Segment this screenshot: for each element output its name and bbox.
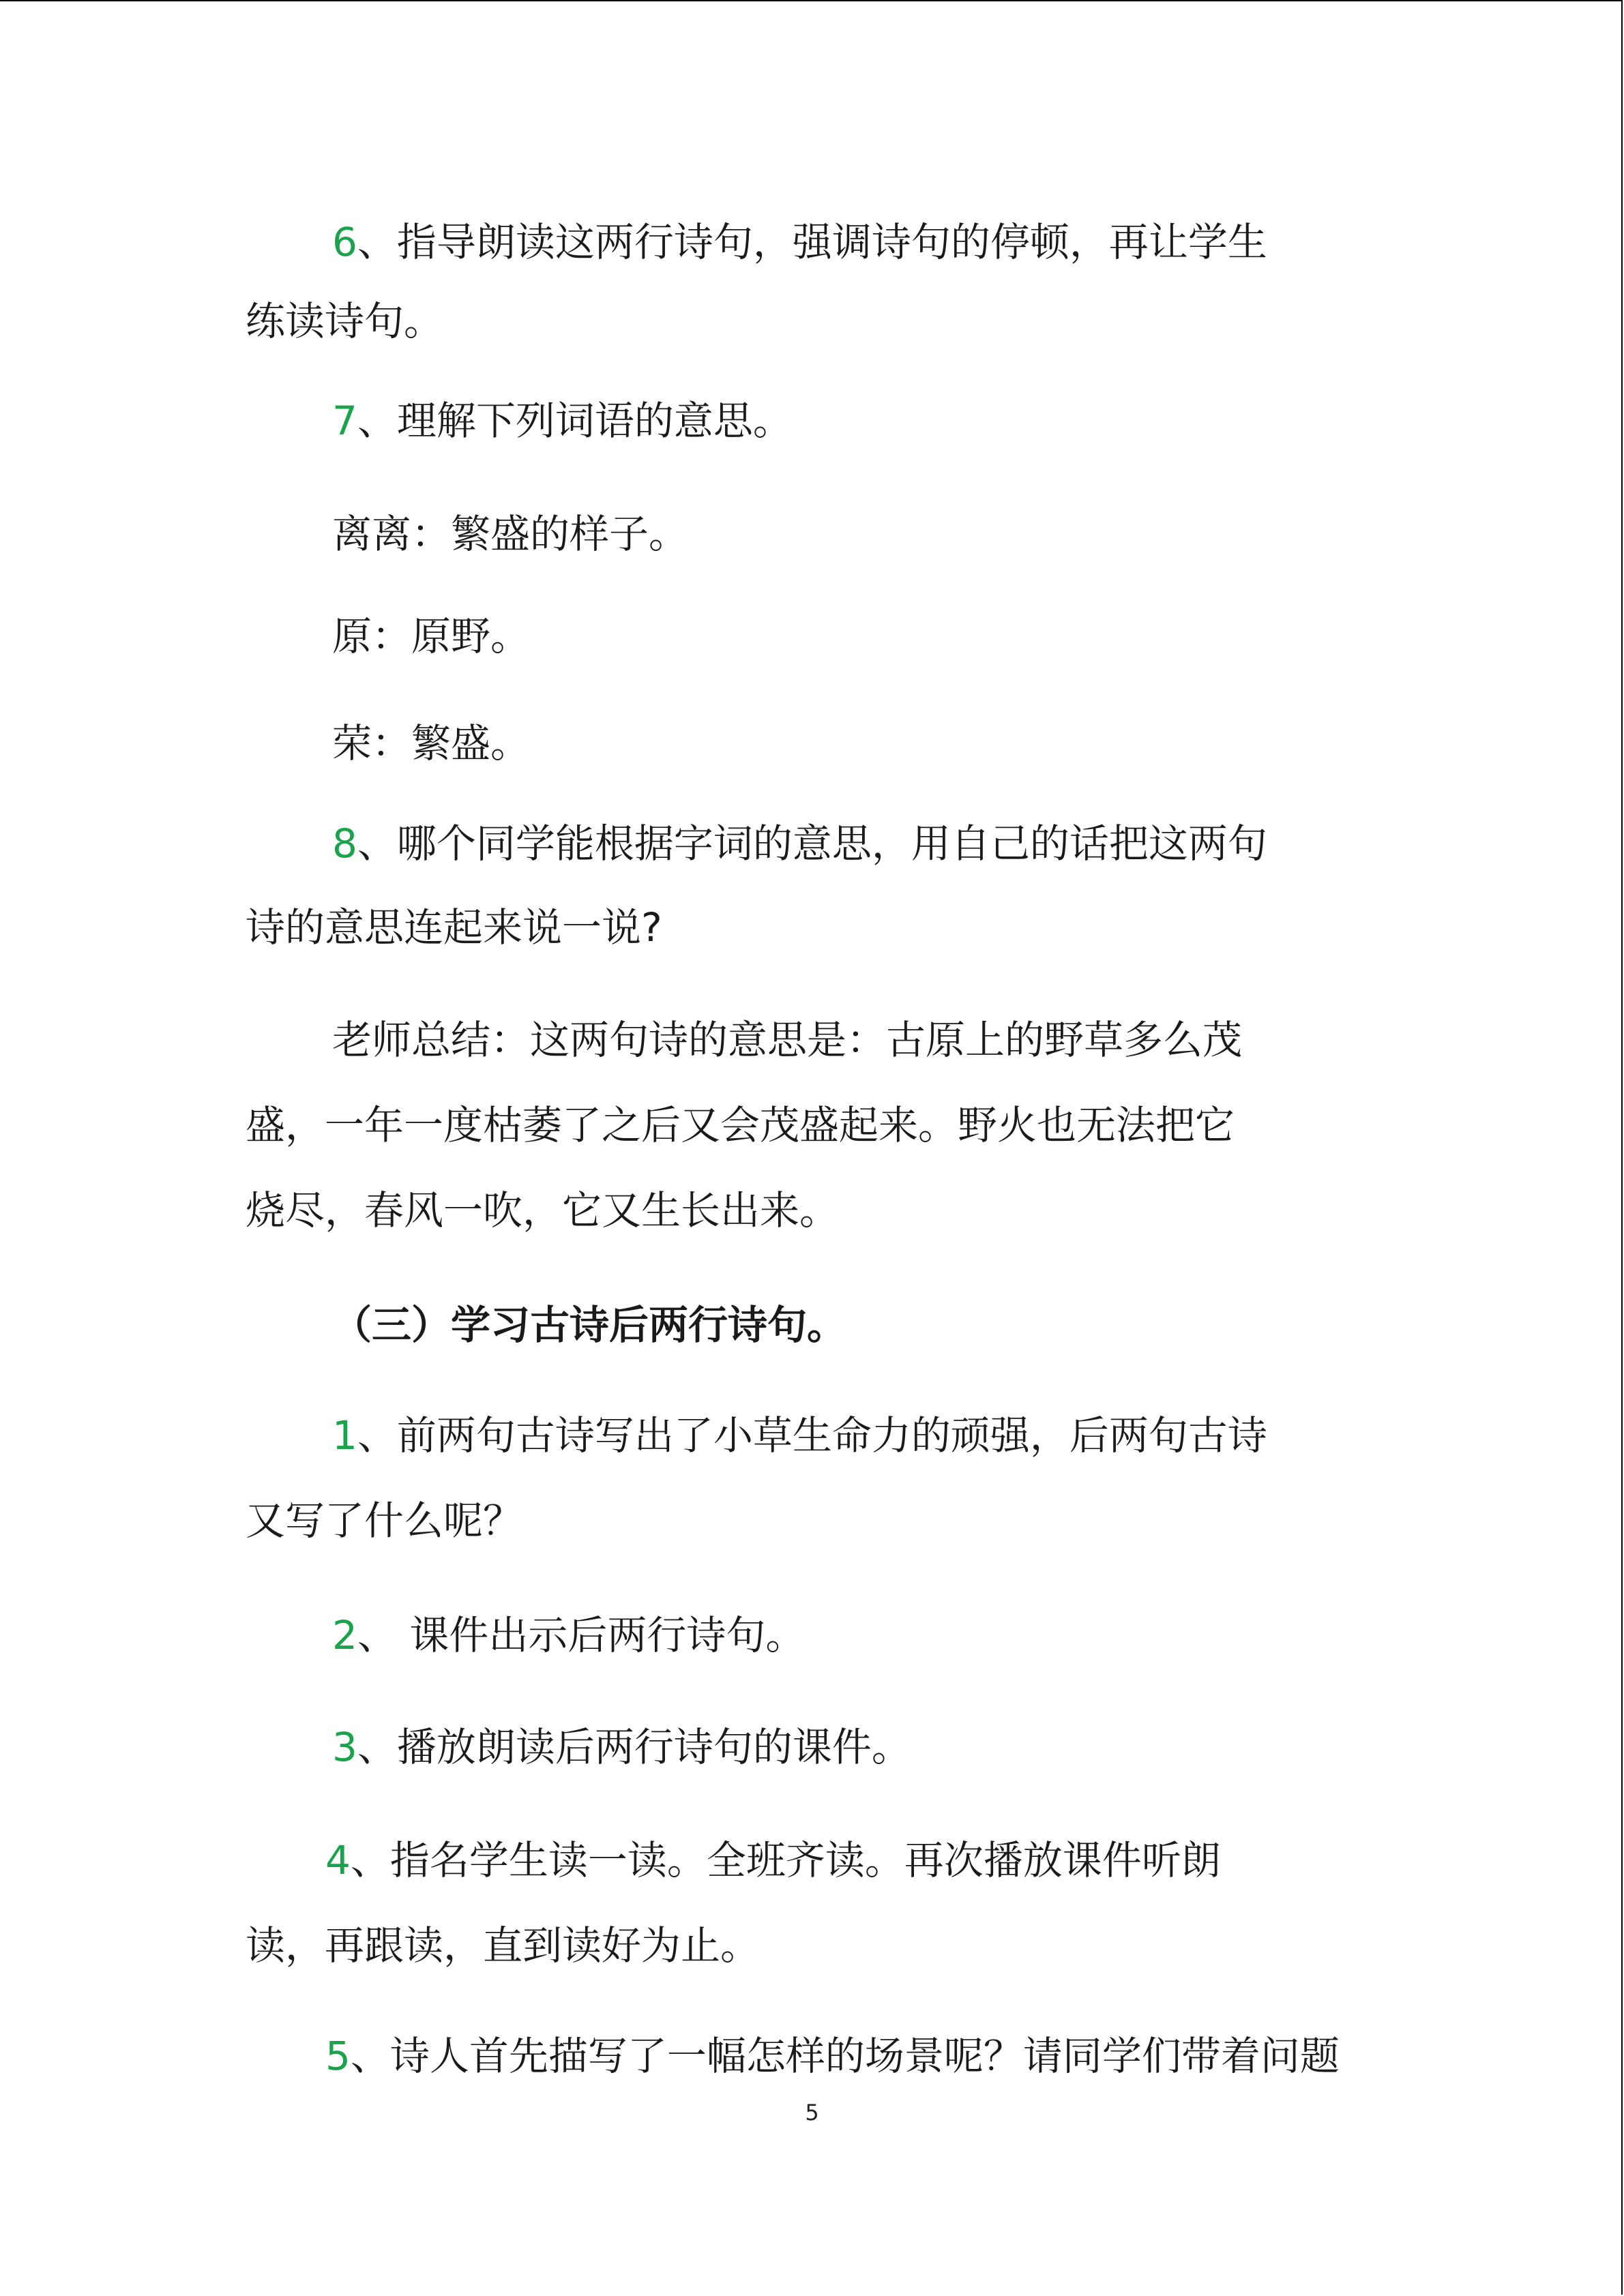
list-number: 3 (332, 1724, 357, 1770)
list-number: 8 (332, 820, 357, 867)
summary-line-3: 烧尽，春风一吹，它又生长出来。 (246, 1187, 840, 1234)
paragraph-5: 5、诗人首先描写了一幅怎样的场景呢？请同学们带着问题 (325, 2033, 1340, 2079)
paragraph-6-line-1: 6、指导朗读这两行诗句，强调诗句的停顿，再让学生 (332, 219, 1267, 265)
paragraph-6-line-2: 练读诗句。 (246, 298, 444, 344)
section-heading: （三）学习古诗后两行诗句。 (332, 1302, 847, 1348)
summary-line-1: 老师总结：这两句诗的意思是：古原上的野草多么茂 (332, 1017, 1243, 1063)
list-number: 7 (332, 398, 357, 444)
list-number: 1 (332, 1412, 357, 1459)
paragraph-7: 7、理解下列词语的意思。 (332, 398, 793, 444)
definition-yuan: 原：原野。 (332, 613, 531, 659)
definition-lili: 离离：繁盛的样子。 (332, 511, 689, 557)
paragraph-4-line-2: 读，再跟读，直到读好为止。 (246, 1922, 761, 1969)
list-number: 4 (325, 1837, 351, 1883)
paragraph-1-line-1: 1、前两句古诗写出了小草生命力的顽强，后两句古诗 (332, 1412, 1267, 1459)
definition-rong: 荣：繁盛。 (332, 720, 531, 766)
paragraph-8-line-2: 诗的意思连起来说一说? (246, 904, 662, 951)
list-number: 6 (332, 219, 357, 265)
paragraph-3: 3、播放朗读后两行诗句的课件。 (332, 1724, 911, 1770)
paragraph-2: 2、 课件出示后两行诗句。 (332, 1612, 806, 1658)
list-number: 5 (325, 2033, 351, 2079)
page-number: 5 (805, 2100, 819, 2126)
paragraph-1-line-2: 又写了什么呢？ (246, 1497, 523, 1544)
paragraph-4-line-1: 4、指名学生读一读。全班齐读。再次播放课件听朗 (325, 1837, 1221, 1883)
paragraph-8-line-1: 8、哪个同学能根据字词的意思，用自己的话把这两句 (332, 820, 1267, 867)
list-number: 2 (332, 1612, 357, 1658)
summary-line-2: 盛，一年一度枯萎了之后又会茂盛起来。野火也无法把它 (246, 1102, 1235, 1148)
